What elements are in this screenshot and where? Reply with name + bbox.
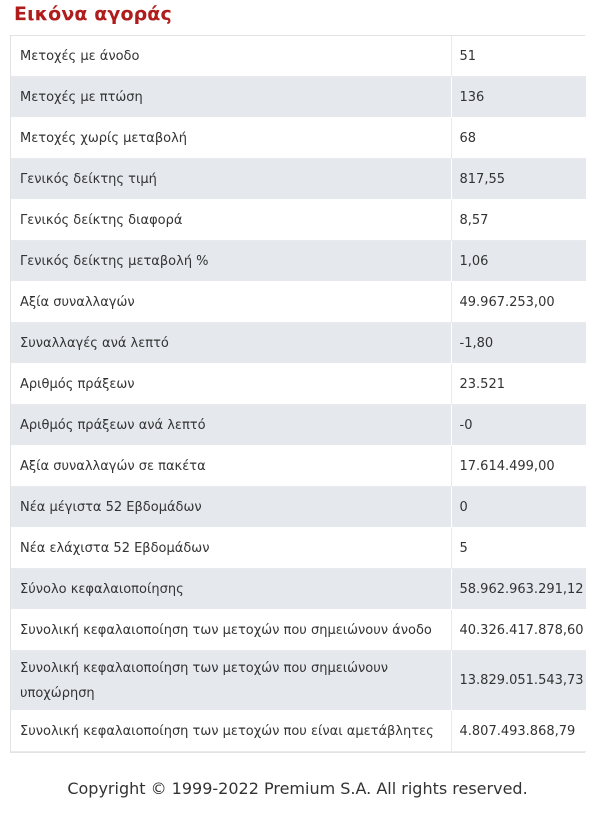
row-value: 17.614.499,00 [451, 446, 586, 487]
market-overview-table [10, 35, 585, 753]
row-label: Συνολική κεφαλαιοποίηση των μετοχών που σημειώνουν άνοδο [11, 610, 451, 651]
table-row [11, 405, 586, 446]
row-label: Συνολική κεφαλαιοποίηση των μετοχών που σημειώνουν υποχώρηση [11, 651, 451, 711]
row-label: Μετοχές με άνοδο [11, 36, 451, 77]
row-value: 0 [451, 487, 586, 528]
table-row [11, 159, 586, 200]
copyright-footer: Copyright © 1999-2022 Premium S.A. All rights reserved. [67, 779, 528, 798]
row-label: Αξία συναλλαγών [11, 282, 451, 323]
table-row [11, 323, 586, 364]
table-row [11, 118, 586, 159]
table-row [11, 487, 586, 528]
row-value: 1,06 [451, 241, 586, 282]
page-title: Εικόνα αγοράς [14, 3, 172, 25]
row-label: Σύνολο κεφαλαιοποίησης [11, 569, 451, 610]
row-label: Μετοχές με πτώση [11, 77, 451, 118]
row-value: 136 [451, 77, 586, 118]
row-value: 68 [451, 118, 586, 159]
row-label: Συνολική κεφαλαιοποίηση των μετοχών που είναι αμετάβλητες [11, 711, 451, 752]
row-value: 5 [451, 528, 586, 569]
row-label: Νέα μέγιστα 52 Εβδομάδων [11, 487, 451, 528]
table-row [11, 446, 586, 487]
table-row [11, 528, 586, 569]
row-value: 13.829.051.543,73 [451, 651, 586, 711]
table-row [11, 36, 586, 77]
row-label: Αξία συναλλαγών σε πακέτα [11, 446, 451, 487]
row-value: -1,80 [451, 323, 586, 364]
table-row [11, 651, 586, 711]
row-value: 58.962.963.291,12 [451, 569, 586, 610]
row-value: 8,57 [451, 200, 586, 241]
table-row [11, 711, 586, 752]
row-label: Μετοχές χωρίς μεταβολή [11, 118, 451, 159]
table-row [11, 200, 586, 241]
table-row [11, 364, 586, 405]
table-row [11, 77, 586, 118]
row-value: 4.807.493.868,79 [451, 711, 586, 752]
row-label: Γενικός δείκτης τιμή [11, 159, 451, 200]
row-value: -0 [451, 405, 586, 446]
row-value: 817,55 [451, 159, 586, 200]
row-value: 51 [451, 36, 586, 77]
table-row [11, 569, 586, 610]
row-value: 23.521 [451, 364, 586, 405]
row-label: Συναλλαγές ανά λεπτό [11, 323, 451, 364]
row-label: Γενικός δείκτης διαφορά [11, 200, 451, 241]
row-value: 40.326.417.878,60 [451, 610, 586, 651]
table-row [11, 282, 586, 323]
row-label: Αριθμός πράξεων ανά λεπτό [11, 405, 451, 446]
row-label: Νέα ελάχιστα 52 Εβδομάδων [11, 528, 451, 569]
row-value: 49.967.253,00 [451, 282, 586, 323]
table-row [11, 610, 586, 651]
table-row [11, 241, 586, 282]
row-label: Γενικός δείκτης μεταβολή % [11, 241, 451, 282]
row-label: Αριθμός πράξεων [11, 364, 451, 405]
